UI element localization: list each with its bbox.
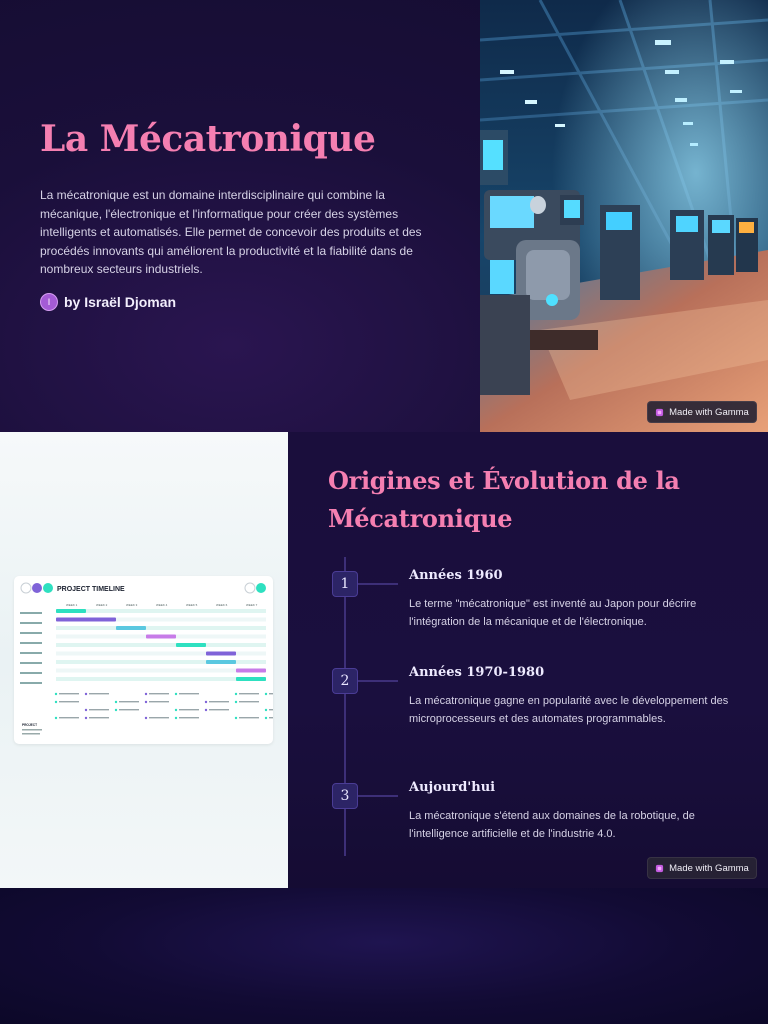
timeline-note-line	[89, 693, 109, 694]
timeline-column-label: WEEK 1	[66, 603, 78, 607]
timeline-note-line	[59, 717, 79, 718]
timeline-note-dot	[85, 693, 87, 695]
avatar: I	[40, 293, 58, 311]
step-description: La mécatronique gagne en popularité avec le développement des microprocesseurs et des automates programmables.	[409, 695, 729, 725]
step-connector	[358, 583, 398, 585]
timeline-note-dot	[265, 717, 267, 719]
timeline-note-line	[59, 701, 79, 702]
step-connector	[358, 795, 398, 797]
timeline-note-line	[89, 717, 109, 718]
timeline-note-line	[239, 717, 259, 718]
timeline-column-label: WEEK 4	[156, 603, 168, 607]
step-number: 2	[332, 668, 358, 694]
timeline-note-line	[89, 709, 109, 710]
factory-robot-illustration	[480, 0, 768, 432]
timeline-note-dot	[205, 709, 207, 711]
timeline-bar	[236, 669, 266, 673]
timeline-note-dot	[55, 701, 57, 703]
timeline-note-line	[269, 709, 273, 710]
next-slide-background	[0, 888, 768, 1024]
timeline-note-dot	[175, 717, 177, 719]
timeline-note-line	[179, 709, 199, 710]
timeline-bar	[236, 677, 266, 681]
made-with-gamma-badge[interactable]	[647, 857, 757, 879]
timeline-note-dot	[85, 709, 87, 711]
timeline-note-line	[209, 709, 229, 710]
timeline-note-line	[59, 693, 79, 694]
timeline-note-dot	[115, 709, 117, 711]
timeline-row	[56, 643, 266, 647]
timeline-note-line	[209, 701, 229, 702]
timeline-image-panel	[0, 432, 288, 888]
timeline-column-label: WEEK 7	[246, 603, 258, 607]
timeline-column-label: WEEK 6	[216, 603, 228, 607]
timeline-bar	[176, 643, 206, 647]
timeline-note-line	[149, 701, 169, 702]
timeline-note-line	[119, 709, 139, 710]
timeline-note-line	[269, 717, 273, 718]
timeline-note-line	[239, 701, 259, 702]
timeline-bar	[116, 626, 146, 630]
timeline-note-dot	[235, 701, 237, 703]
step-title: Années 1970-1980	[409, 665, 545, 680]
step-title: Aujourd'hui	[409, 780, 496, 795]
timeline-vertical-line	[344, 557, 346, 856]
step-title: Années 1960	[409, 568, 503, 583]
timeline-note-dot	[145, 693, 147, 695]
slide-title	[0, 0, 768, 432]
timeline-note-dot	[235, 693, 237, 695]
timeline-footer-brand: PROJECT	[22, 723, 38, 727]
timeline-note-dot	[145, 701, 147, 703]
timeline-note-dot	[85, 717, 87, 719]
step-connector	[358, 680, 398, 682]
factory-robot-image	[480, 0, 768, 432]
timeline-note-line	[179, 717, 199, 718]
timeline-note-line	[149, 693, 169, 694]
timeline-note-dot	[55, 693, 57, 695]
timeline-note-dot	[175, 709, 177, 711]
timeline-note-dot	[145, 717, 147, 719]
step-description: Le terme "mécatronique" est inventé au Japon pour décrire l'intégration de la mécanique et de l'électronique.	[409, 598, 697, 628]
timeline-heading: PROJECT TIMELINE	[57, 586, 125, 593]
timeline-column-label: WEEK 2	[96, 603, 108, 607]
timeline-row	[56, 677, 266, 681]
timeline-note-dot	[55, 717, 57, 719]
timeline-row	[56, 626, 266, 630]
gamma-logo-icon	[655, 864, 664, 873]
timeline-bar	[56, 618, 116, 622]
timeline-note-line	[269, 693, 273, 694]
timeline-column-label: WEEK 3	[126, 603, 138, 607]
timeline-note-dot	[115, 701, 117, 703]
section-title: Origines et Évolution de la Mécatronique	[328, 466, 680, 533]
made-with-gamma-badge[interactable]	[647, 401, 757, 423]
timeline-bar	[206, 660, 236, 664]
timeline-note-dot	[265, 709, 267, 711]
timeline-bar	[56, 609, 86, 613]
timeline-column-label: WEEK 5	[186, 603, 198, 607]
timeline-note-dot	[265, 693, 267, 695]
project-timeline-illustration	[14, 576, 273, 744]
timeline-note-dot	[175, 693, 177, 695]
author-name: by Israël Djoman	[64, 294, 177, 310]
badge-label: Made with Gamma	[669, 862, 749, 874]
gamma-logo-icon	[655, 408, 664, 417]
timeline-note-line	[119, 701, 139, 702]
timeline-note-line	[149, 717, 169, 718]
intro-paragraph: La mécatronique est un domaine interdisciplinaire qui combine la mécanique, l'électronique et l'informatique pour créer des systèmes intelligents et automatisés. Elle permet de concevoir des produits et des procédés innovants qui améliorent la productivité et la fiabilité dans de nombreux secteurs industriels.	[40, 188, 422, 277]
badge-label: Made with Gamma	[669, 406, 749, 418]
timeline-bar	[206, 652, 236, 656]
slide-origins	[0, 432, 768, 888]
step-number: 3	[332, 783, 358, 809]
author-line	[40, 293, 176, 311]
project-timeline-image	[14, 576, 273, 744]
step-description: La mécatronique s'étend aux domaines de la robotique, de l'intelligence artificielle et de l'industrie 4.0.	[409, 810, 695, 840]
page-title: La Mécatronique	[40, 118, 376, 160]
timeline-note-dot	[205, 701, 207, 703]
timeline-row	[56, 669, 266, 673]
timeline-row	[56, 609, 266, 613]
timeline-note-line	[239, 693, 259, 694]
timeline-note-dot	[235, 717, 237, 719]
step-number: 1	[332, 571, 358, 597]
timeline-note-line	[179, 693, 199, 694]
timeline-bar	[146, 635, 176, 639]
